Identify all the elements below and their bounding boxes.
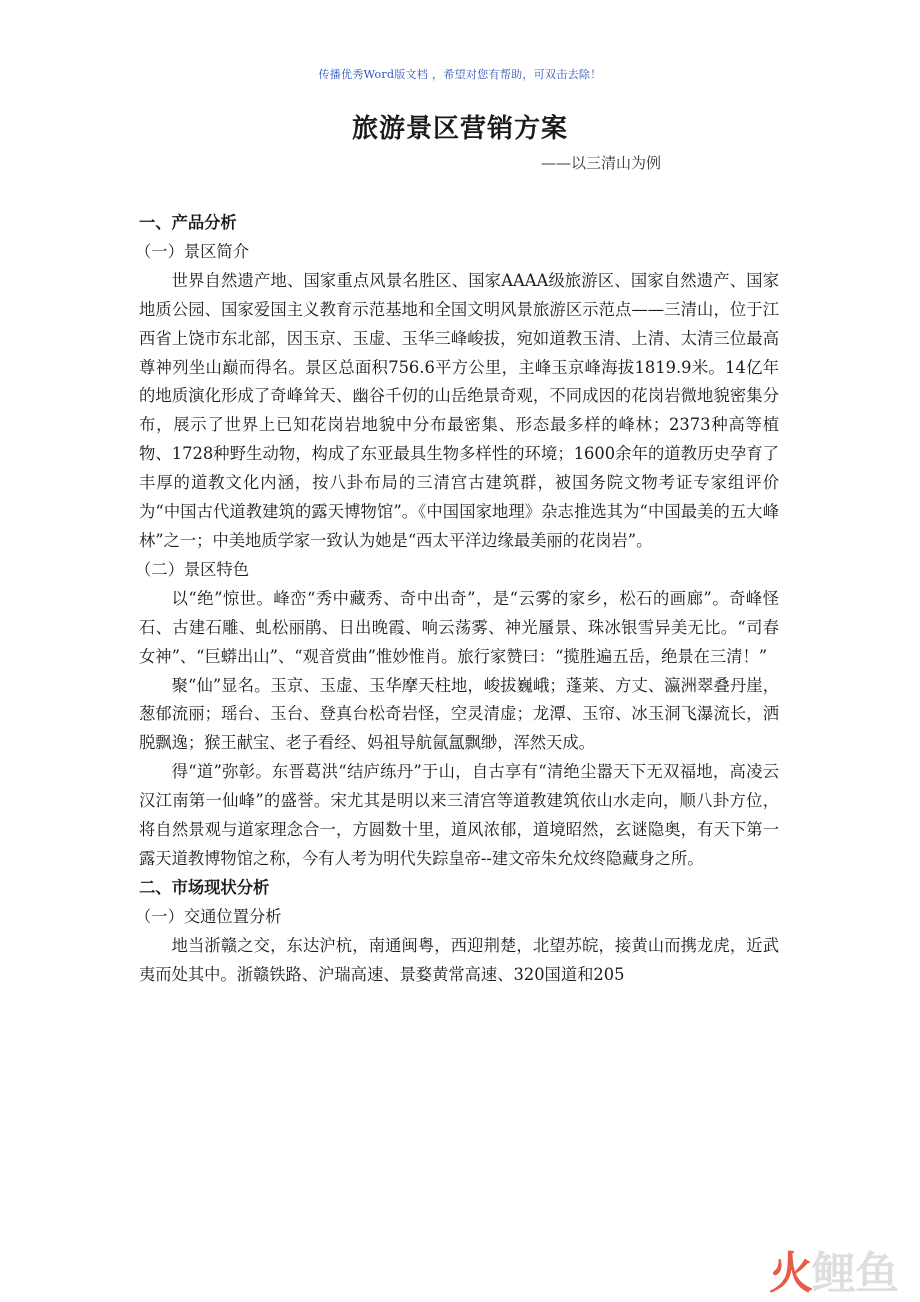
paragraph-transport: 地当浙赣之交，东达沪杭，南通闽粤，西迎荆楚，北望苏皖，接黄山而携龙虎，近武夷而处其中。浙赣铁路、沪瑞高速、景婺黄常高速、320国道和205 (139, 935, 779, 984)
section-heading-market-analysis: 二、市场现状分析 (139, 877, 270, 897)
subsection-heading-scenic-intro: （一）景区简介 (135, 241, 249, 261)
document-title: 旅游景区营销方案 (351, 114, 568, 144)
paragraph-feature-jue: 以“绝”惊世。峰峦“秀中藏秀、奇中出奇”，是“云雾的家乡，松石的画廊”。奇峰怪石、古建石雕、虬松丽鹃、日出晚霞、响云荡雾、神光蜃景、珠冰银雪异美无比。“司春女神”、“巨蟒出山”、“观音赏曲”惟妙惟肖。旅行家赞曰：“揽胜遍五岳，绝景在三清！” (139, 588, 779, 666)
logo-text: 鲤鱼 (812, 1248, 898, 1299)
subsection-heading-transport: （一）交通位置分析 (135, 906, 282, 926)
document-body (135, 209, 779, 989)
paragraph-feature-dao: 得“道”弥彰。东晋葛洪“结庐练丹”于山，自古享有“清绝尘嚣天下无双福地，高凌云汉江南第一仙峰”的盛誉。宋尤其是明以来三清宫等道教建筑依山水走向，顺八卦方位，将自然景观与道家理念合一，方圆数十里，道风浓郁，道境昭然，玄谜隐奥，有天下第一露天道教博物馆之称，今有人考为明代失踪皇帝--建文帝朱允炆终隐藏身之所。 (139, 762, 779, 868)
document-subtitle: ——以三清山为例 (541, 154, 662, 172)
subsection-heading-scenic-features: （二）景区特色 (135, 559, 249, 579)
paragraph-scenic-intro: 世界自然遗产地、国家重点风景名胜区、国家AAAA级旅游区、国家自然遗产、国家地质公园、国家爱国主义教育示范基地和全国文明风景旅游区示范点——三清山，位于江西省上饶市东北部，因玉京、玉虚、玉华三峰峻拔，宛如道教玉清、上清、太清三位最高尊神列坐山巅而得名。景区总面积756.6平方公里，主峰玉京峰海拔1819.9米。14亿年的地质演化形成了奇峰耸天、幽谷千仞的山岳绝景奇观，不同成因的花岗岩微地貌密集分布，展示了世界上已知花岗岩地貌中分布最密集、形态最多样的峰林；2373种高等植物、1728种野生动物，构成了东亚最具生物多样性的环境；1600余年的道教历史孕育了丰厚的道教文化内涵，按八卦布局的三清宫古建筑群，被国务院文物考证专家组评价为“中国古代道教建筑的露天博物馆”。《中国国家地理》杂志推选其为“中国最美的五大峰林”之一；中美地质学家一致认为她是“西太平洋边缘最美丽的花岗岩”。 (139, 270, 779, 550)
watermark-logo (769, 1248, 898, 1299)
logo-mark-fire: 火 (769, 1248, 812, 1299)
header-banner: 传播优秀Word版文档 ，希望对您有帮助，可双击去除！ (318, 68, 602, 81)
paragraph-feature-xian: 聚“仙”显名。玉京、玉虚、玉华摩天柱地，峻拔巍峨；蓬莱、方丈、瀛洲翠叠丹崖，葱郁流丽；瑶台、玉台、登真台松奇岩怪，空灵清虚；龙潭、玉帘、冰玉洞飞瀑流长，洒脱飘逸；猴王献宝、老子看经、妈祖导航氤氲飘缈，浑然天成。 (139, 675, 779, 753)
section-heading-product-analysis: 一、产品分析 (139, 213, 237, 232)
